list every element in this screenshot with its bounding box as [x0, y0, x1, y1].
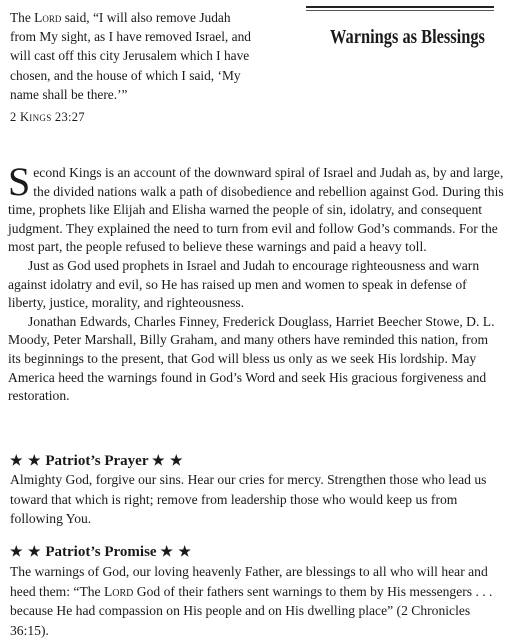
epigraph-line: from My sight, as I have removed Israel, and	[10, 29, 251, 45]
epigraph-line: The Lord said, “I will also remove Judah	[10, 10, 231, 25]
epigraph-quote	[10, 8, 278, 104]
epigraph-line: chosen, and the house of which I said, ‘My	[10, 67, 241, 83]
star-icon: ★ ★	[160, 545, 192, 560]
star-icon: ★ ★	[151, 454, 184, 469]
body-paragraph: Second Kings is an account of the downward spiral of Israel and Judah as, by and large, the divided nations walk a path of disobedience and rebellion against God. During this time, prophets like Elijah and Elisha warned the people of sin, idolatry, and consequent judgment. They explained the need to turn from evil and follow God’s commands. For the most part, the people refused to believe these warnings and paid a heavy toll.	[8, 159, 504, 255]
devotional-body	[8, 159, 504, 406]
promise-heading: ★ ★ Patriot’s Promise ★ ★	[10, 544, 192, 560]
star-icon: ★ ★	[10, 545, 42, 560]
epigraph-line: name shall be there.’”	[10, 86, 128, 102]
promise-text: The warnings of God, our loving heavenly Father, are blessings to all who will hear and heed them: “The Lord God of their fathers sent warnings to them by His messengers . . . because He had compassion on His people and on His dwelling place” (2 Chronicles 36:15).	[10, 564, 493, 638]
heading-rule-thick	[306, 6, 494, 8]
body-paragraph: Jonathan Edwards, Charles Finney, Frederick Douglass, Harriet Beecher Stowe, D. L. Moody, Peter Marshall, Billy Graham, and many others have reminded this nation, from its beginnings to the present, that God will bless us only as we seek His lordship. May America heed the warnings found in God’s Word and seek His gracious forgiveness and restoration.	[8, 313, 495, 404]
page-title: Warnings as Blessings	[330, 26, 485, 48]
epigraph-line: will cast off this city Jerusalem which I have	[10, 48, 250, 64]
prayer-text: Almighty God, forgive our sins. Hear our cries for mercy. Strengthen those who lead us toward that which is right; remove from leadership those who would keep us from following You.	[10, 472, 487, 527]
epigraph-reference: 2 Kings 23:27	[10, 110, 85, 124]
prayer-heading: ★ ★ Patriot’s Prayer ★ ★	[10, 453, 184, 469]
body-paragraph: Just as God used prophets in Israel and Judah to encourage righteousness and warn against idolatry and evil, so He has raised up men and women to speak in defense of liberty, justice, morality, and righteousness.	[8, 257, 480, 311]
drop-cap: S	[8, 159, 31, 204]
heading-rule-thin	[306, 10, 494, 11]
star-icon: ★ ★	[10, 454, 42, 469]
